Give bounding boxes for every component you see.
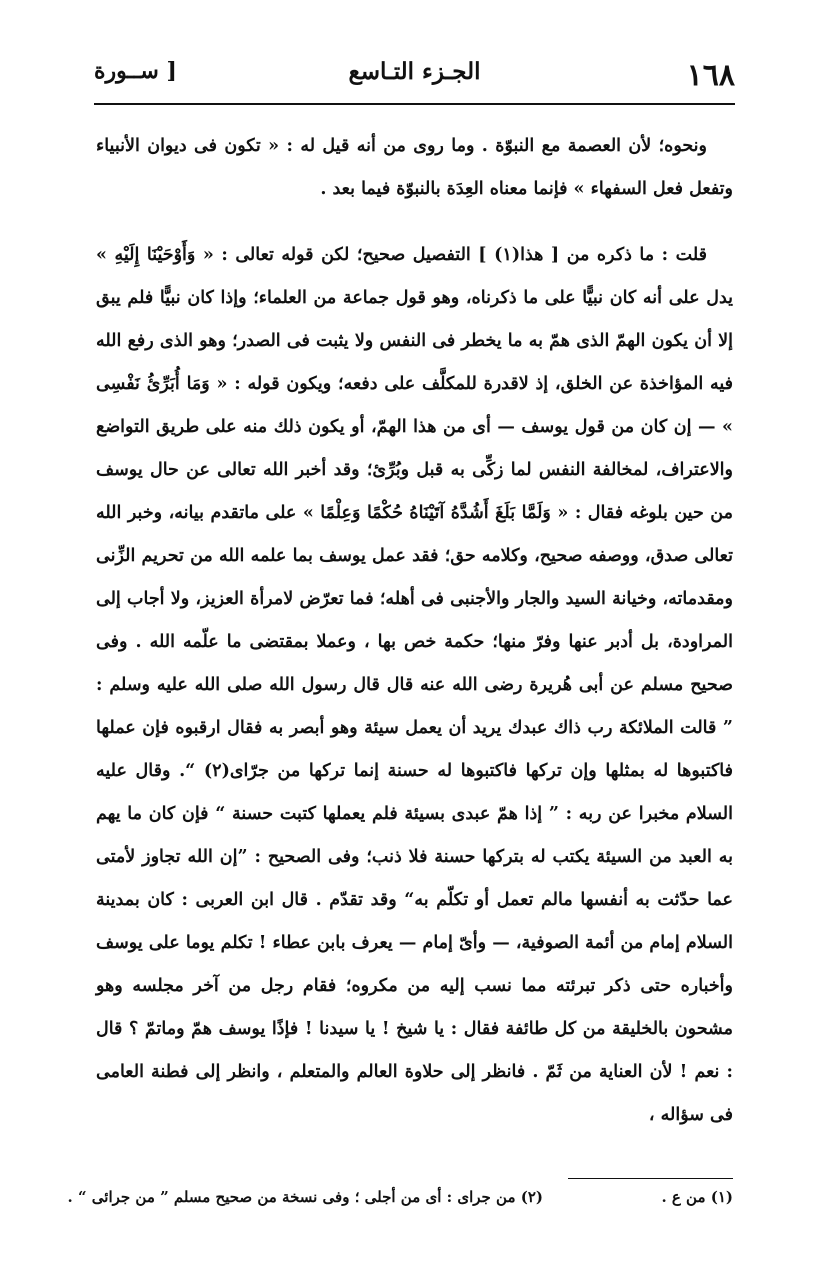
header-rule (94, 103, 735, 105)
page-header (94, 52, 735, 102)
footnote-rule (568, 1178, 733, 1179)
footnote-2: (٢) من جراى : أى من أجلى ؛ وفى نسخة من صحيح مسلم ” من جرائى “ . (67, 1188, 543, 1206)
paragraph-2: قلت : ما ذكره من [ هذا(١) ] التفصيل صحيح؛ لكن قوله تعالى : « وَأَوْحَيْنَا إِلَيْهِ » يدل على أنه كان نبيًّا على ما ذكرناه، وهو قول جماعة من العلماء؛ وإذا كان نبيًّا فلم يبق إلا أن يكون الهمّ الذى همّ به ما يخطر فى النفس ولا يثبت فى الصدر؛ وهو الذى رفع الله فيه المؤاخذة عن الخلق، إذ لاقدرة للمكلَّف على دفعه؛ ويكون قوله : « وَمَا أُبَرِّئُ نَفْسِى » — إن كان من قول يوسف — أى من هذا الهمّ، أو يكون ذلك منه على طريق التواضع والاعتراف، لمخالفة النفس لما زكِّى به قبل وبُرِّئ؛ وقد أخبر الله تعالى عن حال يوسف من حين بلوغه فقال : « وَلَمَّا بَلَغَ أَشُدَّهُ آتَيْنَاهُ حُكْمًا وَعِلْمًا » على ماتقدم بيانه، وخبر الله تعالى صدق، ووصفه صحيح، وكلامه حق؛ فقد عمل يوسف بما علمه الله من تحريم الزِّنى ومقدماته، وخيانة السيد والجار والأجنبى فى أهله؛ فما تعرّض لامرأة العزيز، ولا أجاب إلى المراودة، بل أدبر عنها وفرّ منها؛ حكمة خص بها ، وعملا بمقتضى ما علّمه الله . وفى صحيح مسلم عن أبى هُريرة رضى الله عنه قال قال رسول الله صلى الله عليه وسلم : ” قالت الملائكة رب ذاك عبدك يريد أن يعمل سيئة وهو أبصر به فقال ارقبوه فإن عملها فاكتبوها له بمثلها وإن تركها فاكتبوها له حسنة إنما تركها من جرّاى(٢) “. وقال عليه السلام مخبرا عن ربه : ” إذا همّ عبدى بسيئة فلم يعملها كتبت حسنة “ فإن كان ما يهم به العبد من السيئة يكتب له بتركها حسنة فلا ذنب؛ وفى الصحيح : ”إن الله تجاوز لأمتى عما حدّثت به أنفسها مالم تعمل أو تكلّم به“ وقد تقدّم . قال ابن العربى : كان بمدينة السلام إمام من أئمة الصوفية، — وأىّ إمام — يعرف بابن عطاء ! تكلم يوما على يوسف وأخباره حتى ذكر تبرئته مما نسب إليه من مكروه؛ فقام رجل من آخر مجلسه وهو مشحون بالخليقة من كل طائفة فقال : يا شيخ ! يا سيدنا ! فإذًا يوسف همّ وماتمّ ؟ قال : نعم ! لأن العناية من ثَمّ . فانظر إلى حلاوة العالم والمتعلم ، وانظر إلى فطنة العامى فى سؤاله ، (96, 245, 734, 1125)
paragraph-gap (96, 211, 733, 234)
page-number: ١٦٨ (686, 58, 735, 93)
body-text (96, 125, 733, 1137)
running-title: الجـزء التـاسع (348, 58, 481, 85)
footnote-1: (١) من ع . (661, 1188, 733, 1206)
surah-label: [ ســورة (94, 58, 177, 84)
paragraph-1: ونحوه؛ لأن العصمة مع النبوّة . وما روى من أنه قيل له : « تكون فى ديوان الأنبياء وتفعل فعل السفهاء » فإنما معناه العِدَة بالنبوّة فيما بعد . (96, 136, 733, 199)
